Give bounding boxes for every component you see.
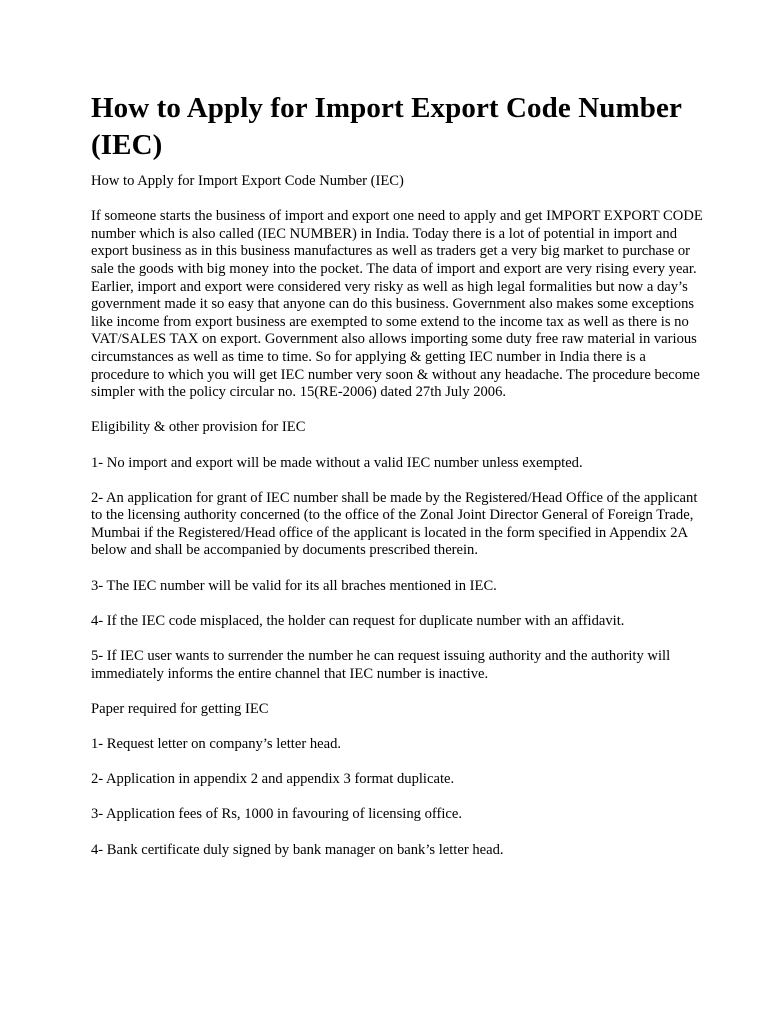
eligibility-item: 2- An application for grant of IEC number shall be made by the Registered/Head Office of the applicant to the licensing authority concerned (to the office of the Zonal Joint Director General of Foreign Trade, Mumbai if the Registered/Head office of the applicant is located in the form specified in Appendix 2A below and shall be accompanied by documents prescribed therein. (91, 489, 698, 559)
eligibility-list (91, 455, 707, 684)
papers-item: 3- Application fees of Rs, 1000 in favouring of licensing office. (91, 806, 462, 823)
document-title: How to Apply for Import Export Code Number (IEC) (91, 92, 682, 161)
papers-item: 1- Request letter on company’s letter head. (91, 736, 342, 752)
papers-item: 4- Bank certificate duly signed by bank manager on bank’s letter head. (91, 841, 504, 858)
papers-list (91, 736, 707, 859)
document-subtitle: How to Apply for Import Export Code Number (IEC) (91, 173, 404, 189)
papers-item: 2- Application in appendix 2 and appendix 3 format duplicate. (91, 771, 455, 788)
eligibility-heading: Eligibility & other provision for IEC (91, 419, 306, 436)
eligibility-item: 1- No import and export will be made without a valid IEC number unless exempted. (91, 454, 583, 471)
eligibility-item: 5- If IEC user wants to surrender the number he can request issuing authority and the authority will immediately informs the entire channel that IEC number is inactive. (91, 648, 671, 682)
papers-heading: Paper required for getting IEC (91, 700, 269, 717)
eligibility-item: 4- If the IEC code misplaced, the holder can request for duplicate number with an affidavit. (91, 612, 625, 629)
intro-paragraph: If someone starts the business of import and export one need to apply and get IMPORT EXPORT CODE number which is also called (IEC NUMBER) in India. Today there is a lot of potential in import and export business as in this business manufactures as well as traders get a very big market to purchase or sale the goods with big money into the pocket. The data of import and export are very rising every year. Earlier, import and export were considered very risky as well as high legal formalities but now a day’s government made it so easy that anyone can do this business. Government also makes some exceptions like income from export business are exempted to some extend to the income tax as well as there is no VAT/SALES TAX on export. Government also allows importing some duty free raw material in various circumstances as well as time to time. So for applying & getting IEC number in India there is a procedure to which you will get IEC number very soon & without any headache. The procedure become simpler with the policy circular no. 15(RE-2006) dated 27th July 2006. (91, 208, 703, 401)
eligibility-item: 3- The IEC number will be valid for its all braches mentioned in IEC. (91, 577, 497, 594)
document-page (91, 90, 707, 877)
